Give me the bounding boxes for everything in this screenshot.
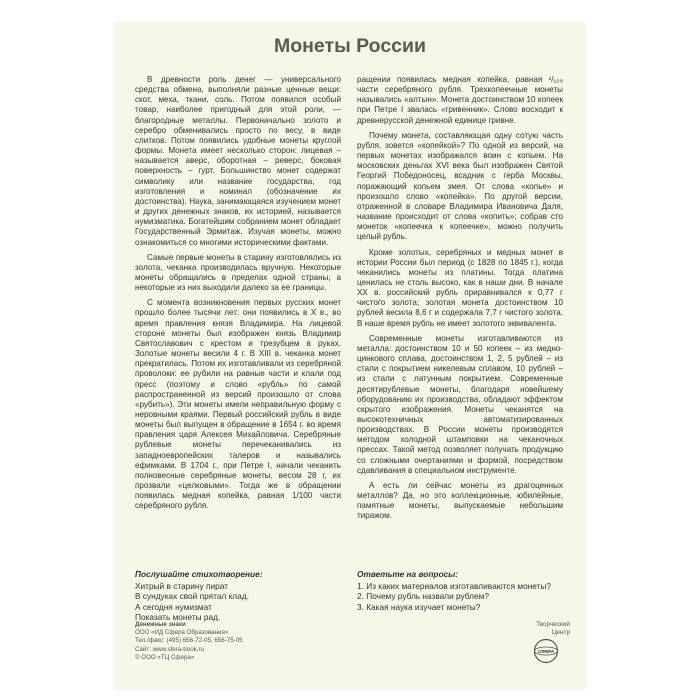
poem-line: Показать монеты рад. [135,612,221,623]
paragraph: Кроме золотых, серебряных и медных монет в истории России был период (с 1828 по 1845 г.), когда чеканились монеты из платины. Тогда платина ценилась не столь высоко, как в наши дни. В начале XX в. российский рубль приравнивался к 0,77 г чистого золота; золотая монета достоинством 10 рублей весила 8,6 г и содержала 7,7 г чистого золота. В наше время рубль не имеет золотого эквивалента. [357,247,563,328]
paragraph: Самые первые монеты в старину изготовлялись из золота, чеканка производилась вручную. Некоторые монеты обращались в пределах одной страны, а некоторые из них выходили далеко за ее границы. [135,252,341,293]
paragraph: В древности роль денег — универсального средства обмена, выполняли разные ценные вещи: скот, меха, ткани, соль. Потом появился особый товар, наиболее пригодный для этой роли, — благородные металлы. Первоначально золото и серебро обменивались просто по весу, в виде слитков. Потом появились удобные монеты круглой формы. Монета имеет несколько сторон: лицевая – называется аверс, оборотная – реверс, боковая поверхность – гурт. Большинство монет содержат символику или название государства, год изготовления и номинал (обозначение их достоинства). Наука, занимающаяся изучением монет и других денежных знаков, их историей, называется нумизматика. Богатейшим собранием монет обладает Государственный Эрмитаж. Изучая монеты, можно ознакомиться со многими историческими фактами. [135,75,341,247]
paragraph: А есть ли сейчас монеты из драгоценных металлов? Да, но это коллекционные, юбилейные, памятные монеты, выпускаемые небольшим тиражом. [357,480,563,521]
footer-line: ООО «ИД Сфера Образования» [135,629,229,637]
question-item: 2. Почему рубль назвали рублем? [357,591,489,602]
page-title: Монеты России [274,35,426,57]
sfera-logo-icon [533,638,559,664]
paragraph: Почему монета, составляющая одну сотую часть рубля, зовется «копейкой»? По одной из версий, на первых монетах изображался воин с копьем. На московских деньгах XVI века был изображен Святой Георгий Победоносец, всадник с герба Москвы, поражающий копьем змея. От слова «копье» и произошло слово «копейка». По другой версии, отраженной в словаре Владимира Ивановича Даля, название происходит от слова «копить»: собрав сто монеток «копеечка к копеечке», можно получить целый рубль. [357,130,563,242]
right-text-column [357,75,563,573]
poem-section [135,569,341,623]
poem-heading: Послушайте стихотворение: [135,569,263,579]
publisher-name [490,621,570,637]
poem-line: А сегодня нумизмат [135,601,212,612]
questions-section [357,569,563,612]
question-item: 3. Какая наука изучает монеты? [357,601,481,612]
publisher-line: Творческий [536,621,570,628]
poem-line: В сундуках свой прятал клад. [135,591,249,602]
questions-heading: Ответьте на вопросы: [357,569,459,579]
paragraph: Современные монеты изготавливаются из металла: достоинством 10 и 50 копеек – из медно-цинкового сплава, достоинством 1, 2, 5 рублей – из стали с покрытием никелевым сплавом, 10 рублей – из стали с латунным покрытием. Современные десятирублевые монеты, благодаря новейшему оборудованию их производства, обладают эффектом скрытого изображения. Монеты чеканятся на высокотехничных автоматизированных производствах. В России монеты производятся методом холодной штамповки на чеканочных прессах. Такой метод позволяет получать продукцию со сложными очертаниями и формой, посредством сдавливания в специальном инструменте. [357,333,563,475]
footer-line: Сайт: www.sfera-book.ru [135,645,204,653]
left-text-column [135,75,341,573]
footer-title: Денежные знаки [135,621,186,628]
footer-info [135,621,243,662]
paragraph: С момента возникновения первых русских монет прошло более тысячи лет: они появились в Х в., во время правления князя Владимира. На лицевой стороне монеты был изображен князь Владимир Святославович с крестом и трезубцем в руках. Золотые монеты весили 4 г. В XIII в. чеканка монет прекратилась. Потом их изготавливали из серебряной проволоки: ее рубили на равные части и клали под пресс (поэтому и слово «рубль» по самой распространенной из версий произошло от слова «рубить»). Эти монеты имели неправильную форму с неровными краями. Первый российский рубль в виде монеты был выпущен в обращение в 1654 г. во время правления царя Алексея Михайловича. Серебряные рублевые монеты перечеканивались из западноевропейских талеров и назывались ефимками. В 1704 г., при Петре I, начали чеканить полновесные серебряные монеты, весом 28 г, их прозвали «целковыми». Тогда же в обращении появилась медная копейка, равная 1/100 части серебряного рубля. [135,298,341,511]
poem-line: Хитрый в старину пират [135,580,228,591]
question-item: 1. Из каких материалов изготавливаются монеты? [357,580,551,591]
publisher-line: Центр [551,629,570,636]
logo-text: СФЕРА [537,649,555,654]
footer-line: © ООО «ТЦ Сфера» [135,653,195,661]
poster-sheet [115,23,585,689]
paragraph: ращении появилась медная копейка, равная ¹/₁₀₀ части серебряного рубля. Трехкопеечные монеты назывались «алтын». Монета достоинством 10 копеек при Петре I звалась «гривенник». Слово восходит к древнерусской денежной единице гривне. [357,75,563,125]
footer-line: Тел./факс: (495) 656-72-05, 656-75-05 [135,637,243,645]
